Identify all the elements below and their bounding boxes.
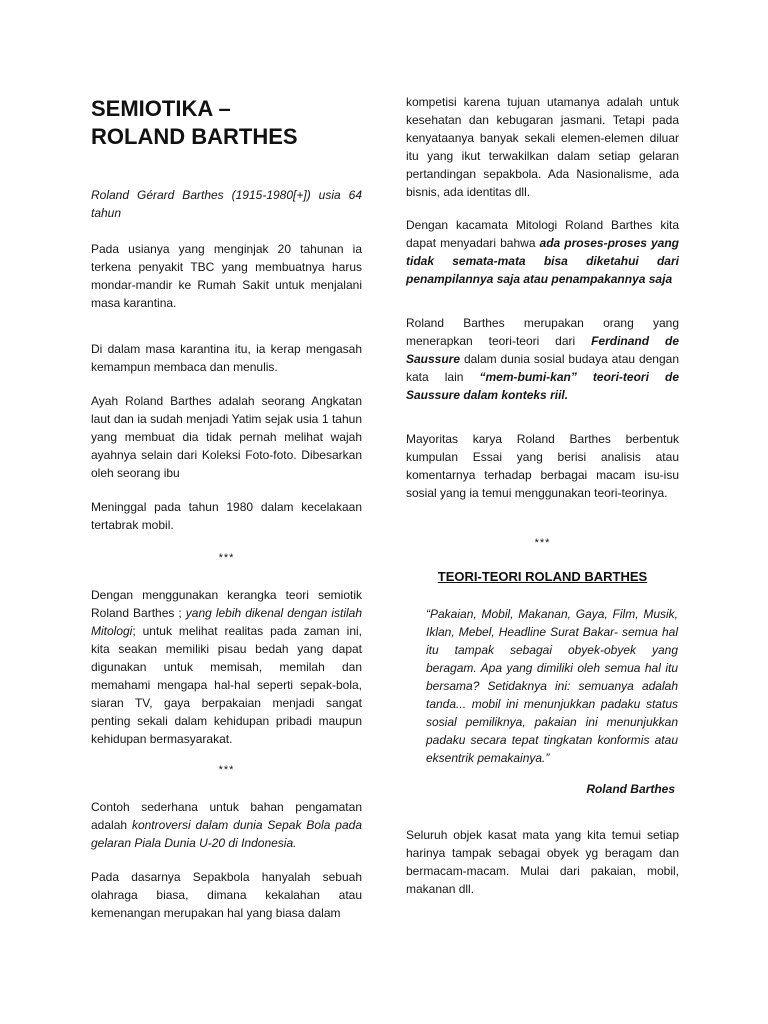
p6-text-a: Contoh sederhana untuk bahan pengamatan adalah [91, 800, 362, 832]
paragraph-tbc: Pada usianya yang menginjak 20 tahunan ia terkena penyakit TBC yang membuatnya harus mondar-mandir ke Rumah Sakit untuk menjalani masa karantina. [91, 242, 362, 310]
bio-line: Roland Gérard Barthes (1915-1980[+]) usia 64 tahun [91, 188, 362, 220]
section-separator: *** [218, 764, 235, 776]
p3-text-c: dalam dunia sosial budaya atau dengan kata lain [406, 352, 679, 384]
p3-text-a: Roland Barthes merupakan orang yang menerapkan teori-teori dari [406, 316, 679, 348]
quote-author: Roland Barthes [586, 782, 675, 796]
paragraph-example [91, 798, 362, 852]
paragraph-mythology-framework [91, 586, 362, 748]
paragraph-objects: Seluruh objek kasat mata yang kita temui setiap harinya tampak sebagai obyek yg beragam dan bermacam-macam. Mulai dari pakaian, mobil, makanan dll. [406, 828, 679, 896]
barthes-quote: “Pakaian, Mobil, Makanan, Gaya, Film, Musik, Iklan, Mebel, Headline Surat Bakar- semua hal itu tampak sebagai obyek-obyek yang beragam. Apa yang dimiliki oleh semua hal itu bersama? Setidaknya ini: semuanya adalah tanda... mobil ini menunjukkan padaku status sosial pemiliknya, pakaian ini menunjukkan padaku secara tepat tingkatan konformis atau eksentrik pemakainya.” [426, 607, 678, 765]
paragraph-mythology-lens [406, 216, 679, 288]
p6-text-italic: kontroversi dalam dunia Sepak Bola pada gelaran Piala Dunia U-20 di Indonesia. [91, 818, 362, 850]
p2-text-a: Dengan kacamata Mitologi Roland Barthes kita dapat menyadari bahwa [406, 218, 679, 250]
title-line-1: SEMIOTIKA – [91, 96, 231, 121]
paragraph-football: Pada dasarnya Sepakbola hanyalah sebuah olahraga biasa, dimana kekalahan atau kemenangan merupakan hal yang biasa dalam [91, 870, 362, 920]
p2-text-bold-italic: ada proses-proses yang tidak semata-mata bisa diketahui dari penampilannya saja atau penampakannya saja [406, 236, 679, 286]
p5-text-italic: yang lebih dikenal dengan istilah Mitologi [91, 606, 362, 638]
page-title [91, 95, 362, 151]
p5-text-a: Dengan menggunakan kerangka teori semiotik Roland Barthes ; [91, 588, 362, 620]
p5-text-c: ; untuk melihat realitas pada zaman ini, kita seakan memiliki pisau bedah yang dapat digunakan untuk memisah, memilah dan memahami mengapa hal-hal seperti sepak-bola, siaran TV, gaya berpakaian menjadi sangat penting sekali dalam kehidupan pribadi maupun kehidupan bermasyarakat. [91, 624, 362, 746]
paragraph-quarantine: Di dalam masa karantina itu, ia kerap mengasah kemampun membaca dan menulis. [91, 342, 362, 374]
p3-text-membumikan: “mem-bumi-kan” teori-teori de Saussure dalam konteks riil. [406, 370, 679, 402]
paragraph-death: Meninggal pada tahun 1980 dalam kecelakaan tertabrak mobil. [91, 500, 362, 532]
paragraph-essays: Mayoritas karya Roland Barthes berbentuk kumpulan Essai yang berisi analisis atau komentarnya terhadap berbagai macam isu-isu sosial yang ia temui menggunakan teori-teorinya. [406, 432, 679, 500]
section-heading: TEORI-TEORI ROLAND BARTHES [437, 569, 648, 584]
title-line-2: ROLAND BARTHES [91, 124, 298, 149]
paragraph-father: Ayah Roland Barthes adalah seorang Angkatan laut dan ia sudah menjadi Yatim sejak usia 1 tahun yang membuat dia tidak pernah melihat wajah ayahnya selain dari Koleksi Foto-foto. Dibesarkan oleh seorang ibu [91, 394, 362, 480]
p3-text-saussure: Ferdinand de Saussure [406, 334, 679, 366]
section-separator: *** [534, 537, 551, 549]
paragraph-saussure [406, 314, 679, 404]
section-separator: *** [218, 552, 235, 564]
paragraph-competition: kompetisi karena tujuan utamanya adalah untuk kesehatan dan kebugaran jasmani. Tetapi pada kenyataanya banyak sekali elemen-elemen diluar itu yang ikut terwakilkan dalam setiap gelaran pertandingan sepakbola. Ada Nasionalisme, ada bisnis, ada identitas dll. [406, 95, 679, 199]
